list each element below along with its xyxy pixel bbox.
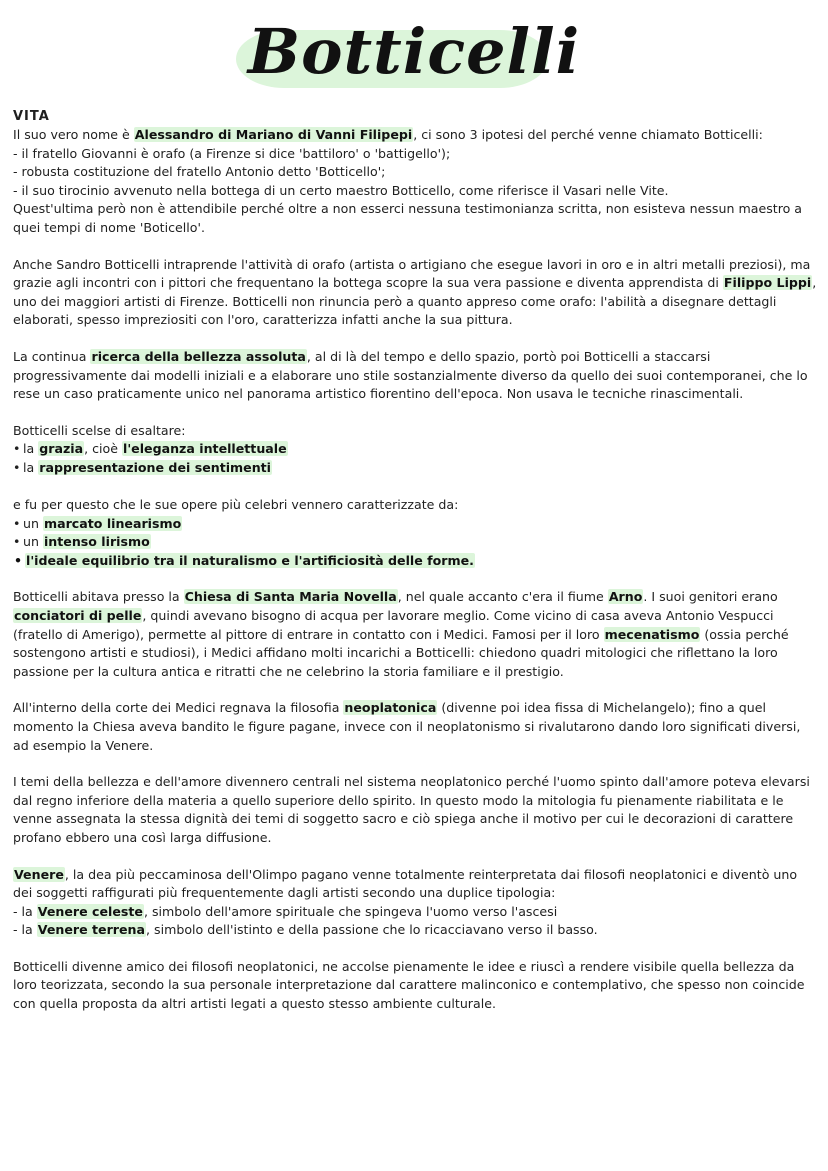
bullet-icon: • bbox=[13, 515, 21, 531]
highlight: Alessandro di Mariano di Vanni Filipepi bbox=[134, 127, 413, 142]
bullet-icon: • bbox=[13, 441, 21, 457]
bullet-icon: • bbox=[13, 459, 21, 475]
text-span: - la bbox=[13, 922, 37, 938]
text-span: , nel quale accanto c'era il fiume bbox=[397, 589, 608, 605]
highlight: Filippo Lippi bbox=[723, 275, 812, 291]
highlight: Venere bbox=[14, 866, 64, 882]
text-span: Quest'ultima però non è attendibile perché oltre a non esserci nessuna testimonianza scritta, non esisteva nessun maestro a quei tempi di nome 'Boticello'. bbox=[13, 201, 803, 235]
text-span: Botticelli scelse di esaltare: bbox=[13, 422, 186, 438]
text-span: I temi della bellezza e dell'amore divennero centrali nel sistema neoplatonico perché l'uomo spinto dall'amore poteva elevarsi dal regno inferiore della materia a quello superiore dello spirito. In questo modo la mitologia fu pienamente riabilitata e le venne assegnata la stessa dignità dei temi di soggetto sacro e ciò spiega anche il motivo per cui le decorazioni di carattere profano ebbero una così larga diffusione. bbox=[13, 774, 810, 845]
text-span: la bbox=[23, 459, 39, 475]
paragraph-name bbox=[13, 126, 819, 238]
paragraph-venere bbox=[13, 866, 819, 940]
text-span: , quindi avevano bisogno di acqua per lavorare meglio. Come vicino di casa aveva Antonio Vespucci (fratello di Amerigo), permette al pittore di entrare in contatto con i Medici. Famosi per il loro bbox=[13, 607, 774, 642]
text-span: - la bbox=[13, 903, 37, 919]
text-span: , la dea più peccaminosa dell'Olimpo pagano venne totalmente reinterpretata dai filosofi neoplatonici e diventò uno dei soggetti raffigurati più frequentemente dagli artisti secondo una duplice tipologia: bbox=[13, 866, 798, 901]
text-span: Botticelli divenne amico dei filosofi neoplatonici, ne accolse pienamente le idee e riuscì a rendere visibile quella bellezza da loro teorizzata, secondo la sua personale interpretazione dal carattere malinconico e contemplativo, che spesso non coincide con quella proposta da altri artisti legati a questo stesso ambiente culturale. bbox=[13, 958, 805, 1012]
text-span: All'interno della corte dei Medici regnava la filosofia bbox=[13, 700, 344, 716]
text-span: Anche Sandro Botticelli intraprende l'attività di orafo (artista o artigiano che esegue lavori in oro e in altri metalli preziosi), ma grazie agli incontri con i pittori che frequentano la bottega scopre la sua vera passione e diventa apprendista di bbox=[13, 256, 811, 291]
text-span: - robusta costituzione del fratello Antonio detto 'Botticello'; bbox=[13, 164, 386, 180]
text-span: , simbolo dell'istinto e della passione che lo ricacciavano verso il basso. bbox=[146, 922, 598, 938]
title-block bbox=[0, 4, 828, 104]
text-span: un bbox=[23, 534, 43, 550]
paragraph-bellezza bbox=[13, 348, 819, 404]
highlight: Arno bbox=[608, 589, 643, 605]
paragraph-orafo bbox=[13, 256, 819, 330]
text-span: (divenne poi idea fissa di Michelangelo); fino a quel momento la Chiesa aveva bandito le figure pagane, invece con il neoplatonismo si rivalutarono dando loro significati diversi, ad esempio la Venere. bbox=[13, 700, 801, 753]
highlight: rappresentazione dei sentimenti bbox=[39, 459, 272, 475]
text-span: , al di là del tempo e dello spazio, portò poi Botticelli a staccarsi progressivamente dai modelli iniziali e a elaborare uno stile sostanzialmente diverso da quello dei suoi contemporanei, che lo rese un caso praticamente unico nel panorama artistico fiorentino dell'epoca. Non usava le tecniche rinascimentali. bbox=[13, 348, 808, 402]
text-span: Il suo vero nome è bbox=[13, 127, 134, 142]
text-span: un bbox=[23, 515, 43, 531]
paragraph-esaltare bbox=[13, 422, 819, 478]
highlight: l'eleganza intellettuale bbox=[123, 441, 287, 457]
text-span: , ci sono 3 ipotesi del perché venne chiamato Botticelli: bbox=[413, 127, 763, 142]
text-span: , simbolo dell'amore spirituale che spingeva l'uomo verso l'ascesi bbox=[143, 903, 558, 919]
text-span: , cioè bbox=[84, 441, 122, 457]
text-span: - il suo tirocinio avvenuto nella bottega di un certo maestro Botticello, come riferisce il Vasari nelle Vite. bbox=[13, 182, 669, 198]
page-title: Botticelli bbox=[247, 15, 581, 88]
paragraph-medici bbox=[13, 588, 819, 681]
text-span: - il fratello Giovanni è orafo (a Firenze si dice 'battiloro' o 'battigello'); bbox=[13, 145, 451, 161]
highlight: intenso lirismo bbox=[43, 534, 150, 550]
highlight: ricerca della bellezza assoluta bbox=[91, 348, 306, 364]
highlight: Venere terrena bbox=[37, 922, 146, 938]
text-span: . I suoi genitori erano bbox=[643, 589, 778, 605]
bullet-icon: • bbox=[14, 552, 23, 568]
highlight: mecenatismo bbox=[604, 626, 700, 642]
highlight: Chiesa di Santa Maria Novella bbox=[184, 589, 397, 605]
bullet-icon: • bbox=[13, 534, 21, 550]
text-span: Botticelli abitava presso la bbox=[13, 589, 184, 605]
highlight: Venere celeste bbox=[37, 903, 143, 919]
paragraph-neoplatonica bbox=[13, 699, 819, 755]
text-span: La continua bbox=[13, 348, 91, 364]
text-span: (ossia perché sostengono artisti e studiosi), i Medici affidano molti incarichi a Botticelli: chiedono quadri mitologici che riflettano la loro passione per la cultura antica e ritratti che ne celebrino la storia familiare e il prestigio. bbox=[13, 626, 789, 679]
highlight: grazia bbox=[39, 441, 84, 457]
highlight: neoplatonica bbox=[344, 700, 437, 716]
paragraph-temi bbox=[13, 773, 819, 847]
highlight: l'ideale equilibrio tra il naturalismo e l'artificiosità delle forme. bbox=[26, 552, 474, 568]
text-span: e fu per questo che le sue opere più celebri vennero caratterizzate da: bbox=[13, 497, 459, 512]
highlight: conciatori di pelle bbox=[14, 607, 142, 623]
paragraph-caratteristiche bbox=[13, 496, 819, 570]
text-span: , uno dei maggiori artisti di Firenze. Botticelli non rinuncia però a quanto appreso come orafo: l'abilità a disegnare dettagli elaborati, spesso impreziositi con l'oro, caratterizza infatti anche la sua pittura. bbox=[13, 275, 817, 328]
paragraph-conclusione bbox=[13, 958, 819, 1014]
highlight: marcato linearismo bbox=[43, 515, 182, 531]
section-heading: VITA bbox=[13, 109, 50, 124]
text-span: la bbox=[23, 441, 39, 457]
document-body bbox=[13, 108, 819, 1014]
